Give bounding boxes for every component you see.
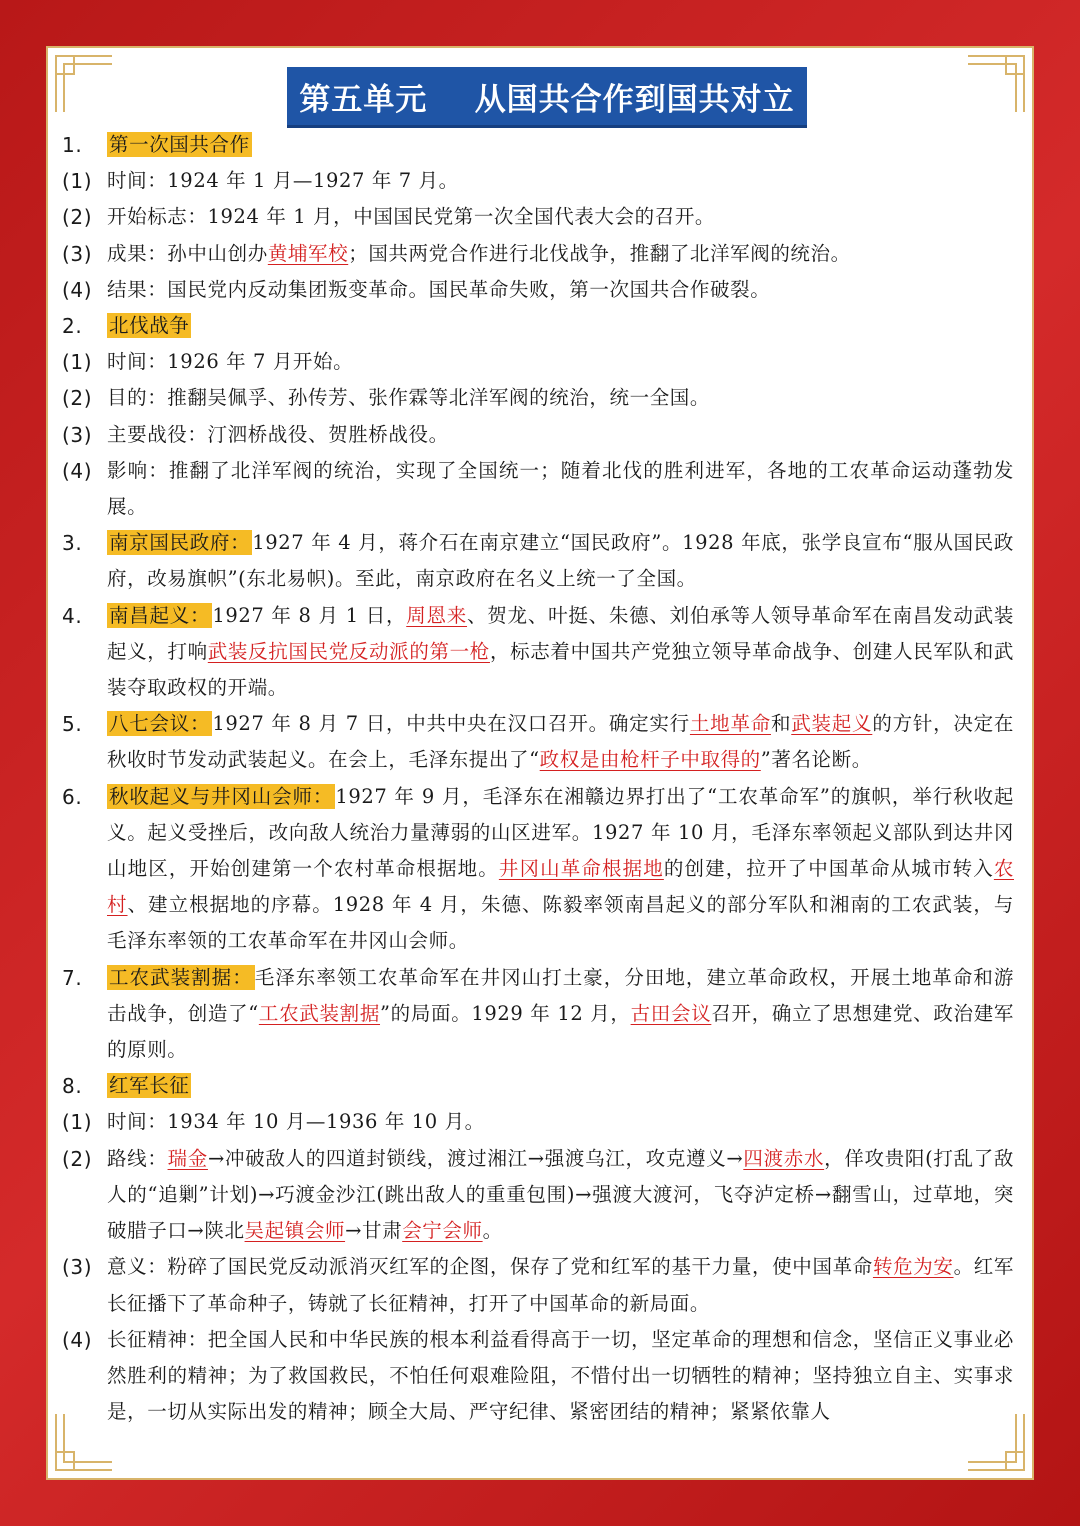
item-text: [107, 1141, 1014, 1250]
list-item: [62, 417, 1014, 453]
item-text: [107, 706, 1014, 778]
title-banner: [287, 67, 807, 128]
key-term: 土地革命: [689, 712, 771, 736]
highlighted-heading: 北伐战争: [109, 314, 190, 338]
item-number: (2): [62, 205, 93, 230]
list-item: [62, 1068, 1014, 1104]
text-segment: ，标志着中国共产党独立领导革命战争、创建人民军队和武装夺取政权的开端。: [107, 639, 1014, 700]
text-segment: 影响：推翻了北洋军阀的统治，实现了全国统一；随着北伐的胜利进军，各地的工农革命运动蓬勃发展。: [107, 458, 1014, 519]
list-item: [62, 779, 1014, 960]
highlighted-heading: 工农武装割据：: [109, 965, 253, 989]
highlighted-heading: 秋收起义与井冈山会师：: [109, 784, 334, 808]
key-term: 瑞金: [167, 1146, 208, 1170]
item-text: [107, 380, 1014, 416]
item-number: (4): [62, 277, 93, 302]
item-number: 7.: [62, 965, 83, 990]
text-segment: ；国共两党合作进行北伐战争，推翻了北洋军阀的统治。: [348, 241, 851, 265]
list-item: [62, 706, 1014, 778]
corner-ornament-icon: [966, 54, 1026, 114]
item-number: (1): [62, 1110, 93, 1135]
list-item: [62, 960, 1014, 1069]
highlighted-heading: 红军长征: [109, 1074, 190, 1098]
list-item: [62, 163, 1014, 199]
text-segment: 召开，确立了思想建党、政治建军的原则。: [107, 1001, 1014, 1062]
key-term: 会宁会师: [402, 1219, 483, 1243]
list-item: [62, 453, 1014, 525]
text-segment: 时间：1924 年 1 月—1927 年 7 月。: [107, 169, 459, 193]
item-text: [107, 1322, 1014, 1431]
text-segment: 1927 年 8 月 7 日，中共中央在汉口召开。确定实行: [212, 712, 690, 736]
list-item: [62, 1104, 1014, 1140]
item-number: (1): [62, 350, 93, 375]
list-item: [62, 308, 1014, 344]
text-segment: 主要战役：汀泗桥战役、贺胜桥战役。: [107, 422, 449, 446]
text-segment: ”著名论断。: [760, 748, 872, 772]
text-segment: 开始标志：1924 年 1 月，中国国民党第一次全国代表大会的召开。: [107, 205, 716, 229]
text-segment: →甘肃: [345, 1219, 403, 1243]
item-text: [107, 344, 1014, 380]
highlighted-heading: 第一次国共合作: [109, 133, 250, 156]
key-term: 武装起义: [791, 712, 873, 736]
text-segment: 目的：推翻吴佩孚、孙传芳、张作霖等北洋军阀的统治，统一全国。: [107, 386, 711, 410]
text-segment: →冲破敌人的四道封锁线，渡过湘江→强渡乌江，攻克遵义→: [207, 1146, 744, 1170]
item-text: [107, 525, 1014, 597]
list-item: [62, 598, 1014, 707]
item-text: [107, 1249, 1014, 1321]
item-number: 6.: [62, 784, 83, 809]
text-segment: 。: [482, 1219, 503, 1243]
text-segment: 时间：1934 年 10 月—1936 年 10 月。: [107, 1110, 485, 1134]
highlighted-heading: 南昌起义：: [109, 603, 211, 627]
key-term: 武装反抗国民党反动派的第一枪: [207, 639, 490, 663]
item-text: [107, 236, 1014, 272]
list-item: [62, 1141, 1014, 1250]
text-segment: 路线：: [107, 1146, 168, 1170]
text-segment: 、贺龙、叶挺、朱德、刘伯承等人领导革命军在南昌发动武装起义，打响: [107, 603, 1014, 663]
key-term: 古田会议: [630, 1001, 712, 1025]
key-term: 周恩来: [406, 603, 468, 627]
item-text: [107, 308, 1014, 344]
key-term: 农村: [107, 857, 1014, 917]
item-text: [107, 1104, 1014, 1140]
key-term: 政权是由枪杆子中取得的: [539, 748, 761, 772]
text-segment: 1927 年 8 月 1 日，: [212, 603, 407, 627]
item-text: [107, 960, 1014, 1069]
text-segment: 意义：粉碎了国民党反动派消灭红军的企图，保存了党和红军的基干力量，使中国革命: [107, 1255, 873, 1279]
item-text: [107, 1068, 1014, 1104]
text-segment: 的方针，决定在秋收时节发动武装起义。在会上，毛泽东提出了“: [107, 712, 1014, 772]
key-term: 黄埔军校: [267, 241, 349, 265]
list-item: [62, 380, 1014, 416]
key-term: 四渡赤水: [743, 1146, 825, 1170]
list-item: [62, 127, 1014, 163]
item-text: [107, 272, 1014, 308]
text-segment: ，佯攻贵阳(打乱了敌人的“追剿”计划)→巧渡金沙江(跳出敌人的重重包围)→强渡大渡河，飞夺泸定桥→翻雪山，过草地，突破腊子口→陕北: [107, 1146, 1015, 1243]
text-segment: 时间：1926 年 7 月开始。: [107, 350, 354, 374]
item-number: 4.: [62, 603, 83, 628]
key-term: 吴起镇会师: [244, 1219, 346, 1243]
key-term: 工农武装割据: [258, 1001, 381, 1025]
text-segment: 毛泽东率领工农革命军在井冈山打土豪，分田地，建立革命政权，开展土地革命和游击战争，创造了“: [107, 965, 1015, 1025]
text-segment: 的创建，拉开了中国革命从城市转入: [663, 857, 994, 881]
list-item: [62, 1322, 1014, 1431]
item-number: 5.: [62, 712, 83, 737]
item-number: (4): [62, 458, 93, 483]
notes-content: [62, 127, 1014, 1430]
item-number: 1.: [62, 133, 83, 157]
key-term: 转危为安: [872, 1255, 954, 1279]
text-segment: 成果：孙中山创办: [107, 241, 268, 265]
item-text: [107, 598, 1014, 707]
item-number: (1): [62, 169, 93, 194]
item-number: (3): [62, 422, 93, 447]
item-number: 2.: [62, 314, 83, 339]
text-segment: 长征精神：把全国人民和中华民族的根本利益看得高于一切，坚定革命的理想和信念，坚信正义事业必然胜利的精神；为了救国救民，不怕任何艰难险阻，不惜付出一切牺牲的精神；坚持独立自主、实事求是，一切从实际出发的精神；顾全大局、严守纪律、紧密团结的精神；紧紧依靠人: [107, 1327, 1014, 1424]
item-text: [107, 199, 1014, 235]
item-number: (2): [62, 1146, 93, 1171]
text-segment: ”的局面。1929 年 12 月，: [380, 1001, 631, 1025]
item-text: [107, 417, 1014, 453]
item-number: (3): [62, 241, 93, 266]
item-text: [107, 127, 1014, 163]
text-segment: 结果：国民党内反动集团叛变革命。国民革命失败，第一次国共合作破裂。: [107, 277, 771, 301]
item-number: 8.: [62, 1074, 83, 1099]
text-segment: 1927 年 4 月，蒋介石在南京建立“国民政府”。1928 年底，张学良宣布“服从国民政府，改易旗帜”(东北易帜)。至此，南京政府在名义上统一了全国。: [107, 531, 1015, 591]
key-term: 井冈山革命根据地: [498, 857, 664, 881]
highlighted-heading: 八七会议：: [109, 712, 211, 736]
item-text: [107, 453, 1014, 525]
item-number: (2): [62, 386, 93, 411]
page-title: 第五单元 从国共合作到国共对立: [299, 81, 795, 118]
text-segment: 1927 年 9 月，毛泽东在湘赣边界打出了“工农革命军”的旗帜，举行秋收起义。起义受挫后，改向敌人统治力量薄弱的山区进军。1927 年 10 月，毛泽东率领起义部队到达井冈山地区，开始创建第一个农村革命根据地。: [107, 784, 1014, 881]
list-item: [62, 272, 1014, 308]
list-item: [62, 199, 1014, 235]
corner-ornament-icon: [54, 54, 114, 114]
list-item: [62, 344, 1014, 380]
item-text: [107, 163, 1014, 199]
text-segment: 、建立根据地的序幕。1928 年 4 月，朱德、陈毅率领南昌起义的部分军队和湘南的工农武装，与毛泽东率领的工农革命军在井冈山会师。: [107, 893, 1015, 953]
item-number: 3.: [62, 531, 83, 556]
text-segment: 。红军长征播下了革命种子，铸就了长征精神，打开了中国革命的新局面。: [107, 1255, 1014, 1315]
list-item: [62, 1249, 1014, 1321]
list-item: [62, 525, 1014, 597]
text-segment: 和: [770, 712, 792, 736]
list-item: [62, 236, 1014, 272]
item-number: (4): [62, 1327, 93, 1352]
item-number: (3): [62, 1255, 93, 1280]
item-text: [107, 779, 1014, 960]
highlighted-heading: 南京国民政府：: [109, 531, 251, 555]
